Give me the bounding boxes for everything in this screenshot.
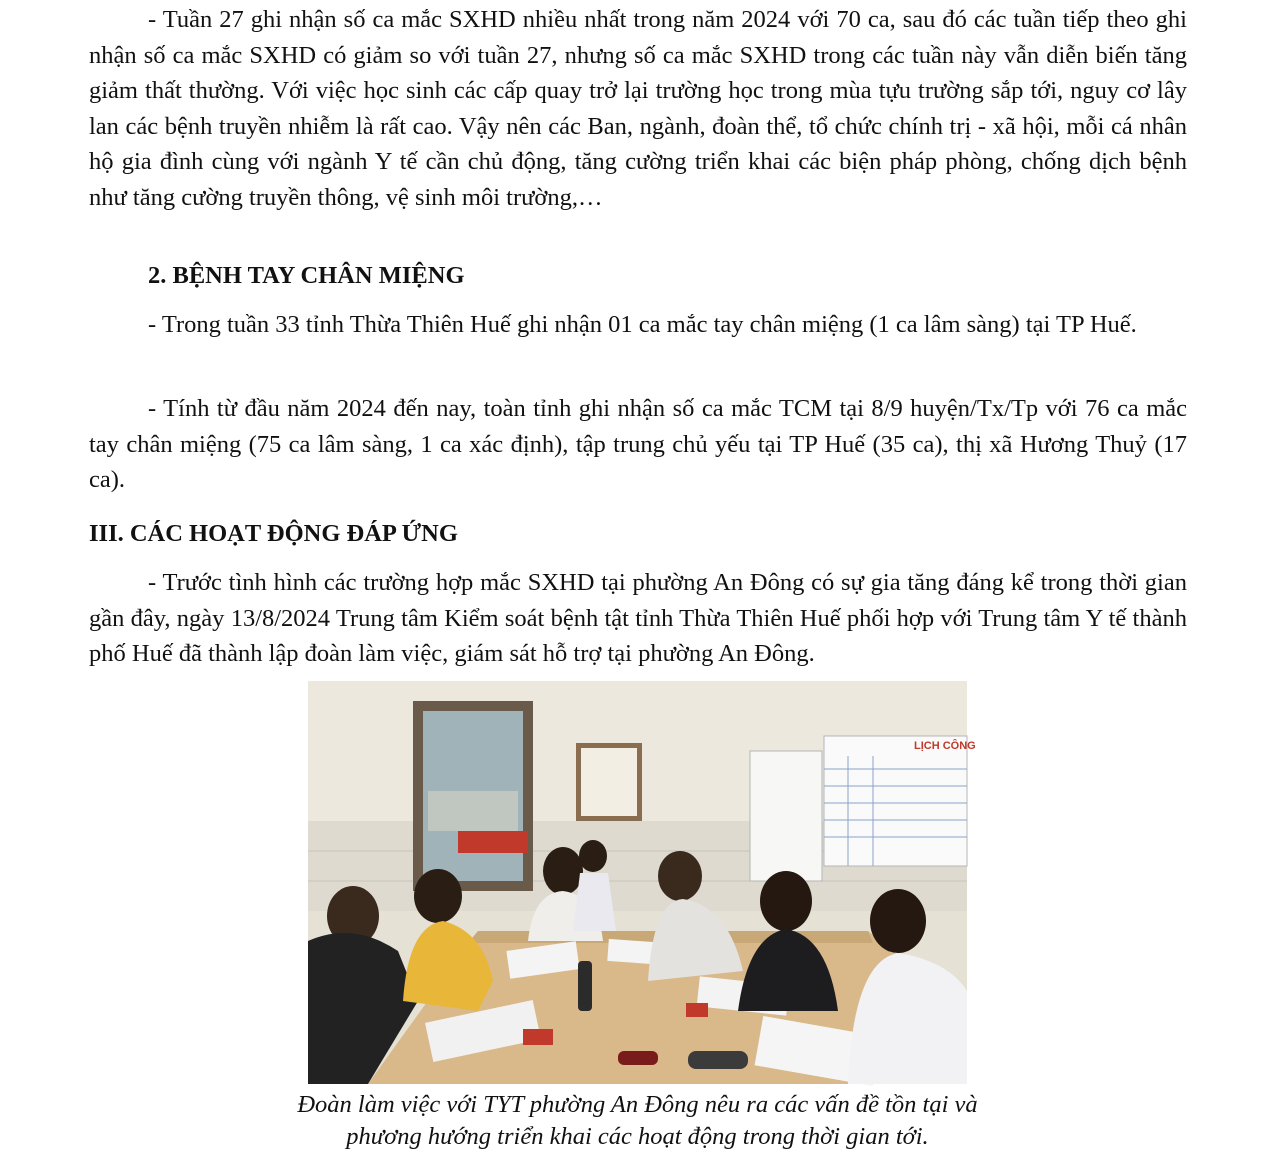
caption-line-2: phương hướng triển khai các hoạt động trong thời gian tới. <box>346 1123 929 1150</box>
meeting-photo <box>308 681 976 1084</box>
year-to-date-cases-paragraph: - Tính từ đầu năm 2024 đến nay, toàn tỉnh ghi nhận số ca mắc TCM tại 8/9 huyện/Tx/Tp với 76 ca mắc tay chân miệng (75 ca lâm sàng, 1 ca xác định), tập trung chủ yếu tại TP Huế (35 ca), thị xã Hương Thuỷ (17 ca). <box>89 395 1187 493</box>
response-activities-paragraph: - Trước tình hình các trường hợp mắc SXHD tại phường An Đông có sự gia tăng đáng kể trong thời gian gần đây, ngày 13/8/2024 Trung tâm Kiểm soát bệnh tật tỉnh Thừa Thiên Huế phối hợp với Trung tâm Y tế thành phố Huế đã thành lập đoàn làm việc, giám sát hỗ trợ tại phường An Đông. <box>89 569 1187 667</box>
week33-cases-paragraph: - Trong tuần 33 tỉnh Thừa Thiên Huế ghi nhận 01 ca mắc tay chân miệng (1 ca lâm sàng) tại TP Huế. <box>148 311 1137 338</box>
hand-foot-mouth-heading: 2. BỆNH TAY CHÂN MIỆNG <box>148 262 465 289</box>
response-activities-heading: III. CÁC HOẠT ĐỘNG ĐÁP ỨNG <box>89 520 458 547</box>
dengue-trend-paragraph: - Tuần 27 ghi nhận số ca mắc SXHD nhiều nhất trong năm 2024 với 70 ca, sau đó các tuần tiếp theo ghi nhận số ca mắc SXHD có giảm so với tuần 27, nhưng số ca mắc SXHD trong các tuần này vẫn diễn biến tăng giảm thất thường. Với việc học sinh các cấp quay trở lại trường học trong mùa tựu trường sắp tới, nguy cơ lây lan các bệnh truyền nhiễm là rất cao. Vậy nên các Ban, ngành, đoàn thể, tổ chức chính trị - xã hội, mỗi cá nhân hộ gia đình cùng với ngành Y tế cần chủ động, tăng cường triển khai các biện pháp phòng, chống dịch bệnh như tăng cường truyền thông, vệ sinh môi trường,… <box>89 6 1187 211</box>
board-title-text: LỊCH CÔNG <box>914 740 976 752</box>
caption-line-1: Đoàn làm việc với TYT phường An Đông nêu ra các vấn đề tồn tại và <box>297 1091 978 1118</box>
photo-caption <box>200 1089 1075 1153</box>
